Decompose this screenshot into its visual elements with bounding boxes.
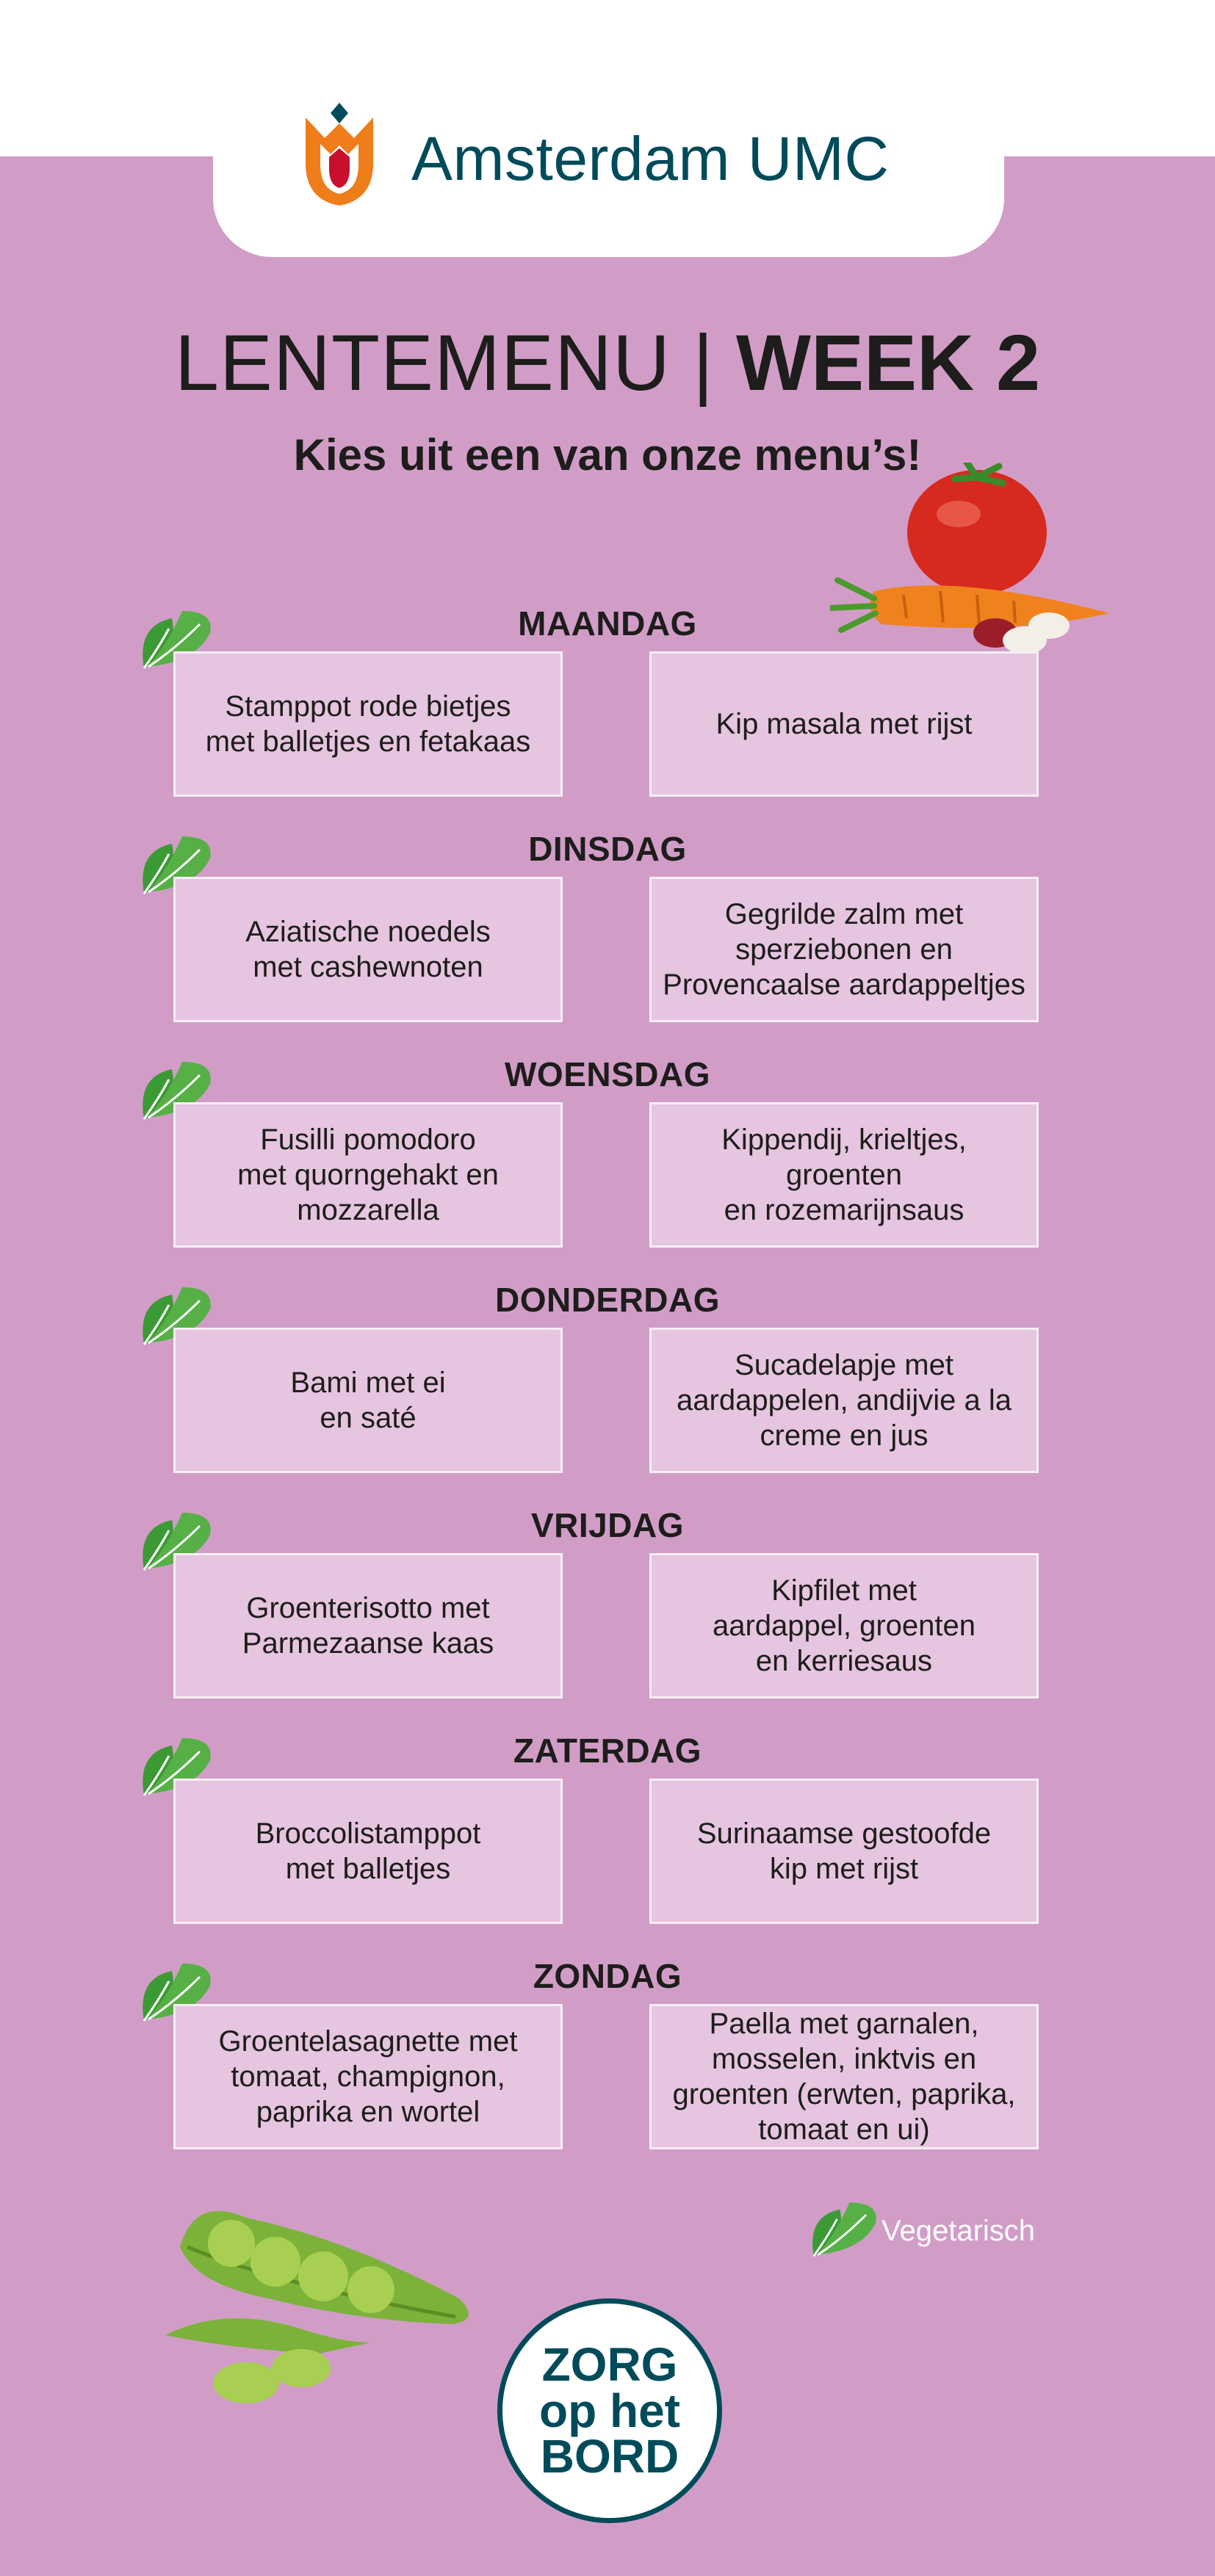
brand-name: Amsterdam UMC [411,124,890,193]
menu-text: Kip masala met rijst [715,708,973,740]
menu-card-vegetarian [173,1779,563,1924]
day-label: DONDERDAG [494,1281,721,1319]
day-section-donderdag [0,1280,1215,1500]
menu-card [649,2004,1039,2149]
menu-text: Fusilli pomodoro met quorngehakt en mozzarella [237,1124,499,1226]
menu-text: Gegrilde zalm met sperziebonen en Provencaalse aardappeltjes [663,898,1025,1001]
menu-text: Kippendij, krieltjes, groenten en rozemarijnsaus [721,1124,967,1226]
menu-card-vegetarian [173,651,563,797]
menu-text: Broccolistamppot met balletjes [255,1817,481,1885]
day-section-zondag [0,1956,1215,2177]
menu-card [649,1328,1039,1473]
menu-card-vegetarian [173,2004,563,2149]
leaf-icon [807,2196,880,2262]
day-section-dinsdag [0,829,1215,1049]
day-label: VRIJDAG [531,1506,684,1544]
tulip-logo-icon [295,103,383,209]
menu-text: Kipfilet met aardappel, groenten en kerriesaus [712,1574,976,1677]
menu-text: Sucadelapje met aardappelen, andijvie a la creme en jus [677,1349,1012,1452]
title-light: LENTEMENU [174,318,671,407]
menu-card-vegetarian [173,877,563,1022]
menu-card-vegetarian [173,1328,563,1473]
menu-text: Aziatische noedels met cashewnoten [245,916,491,983]
title-bold: WEEK 2 [736,318,1041,407]
menu-card-vegetarian [173,1553,563,1698]
menu-card [649,1779,1039,1924]
day-label: MAANDAG [518,604,697,643]
badge-line: ZORG [541,2337,678,2391]
menu-card [649,1102,1039,1248]
menu-card [649,1553,1039,1698]
menu-text: Paella met garnalen, mosselen, inktvis en groenten (erwten, paprika, tomaat en ui) [672,2008,1016,2146]
day-section-vrijdag [0,1505,1215,1726]
menu-text: Bami met ei en saté [290,1367,446,1434]
badge-line: BORD [540,2430,679,2483]
day-section-zaterdag [0,1731,1215,1951]
title-separator: | [692,318,715,407]
page-title [0,318,1215,407]
menu-card [649,651,1039,797]
day-section-woensdag [0,1054,1215,1275]
menu-text: Stamppot rode bietjes met balletjes en fetakaas [205,690,531,758]
day-section-maandag [0,604,1215,824]
page-subtitle: Kies uit een van onze menu’s! [293,430,922,480]
menu-text: Groenterisotto met Parmezaanse kaas [242,1592,494,1660]
menu-text: Surinaamse gestoofde kip met rijst [696,1817,992,1885]
day-label: ZONDAG [533,1957,682,1995]
day-label: WOENSDAG [505,1055,710,1093]
menu-card-vegetarian [173,1102,563,1248]
menu-text: Groentelasagnette met tomaat, champignon, paprika en wortel [218,2025,518,2128]
zorg-op-het-bord-badge [497,2298,722,2523]
day-label: ZATERDAG [513,1732,702,1770]
badge-line: op het [539,2384,680,2437]
edamame-illustration [165,2196,488,2409]
menu-card [649,877,1039,1022]
legend-label: Vegetarisch [881,2215,1036,2247]
day-label: DINSDAG [528,830,687,868]
